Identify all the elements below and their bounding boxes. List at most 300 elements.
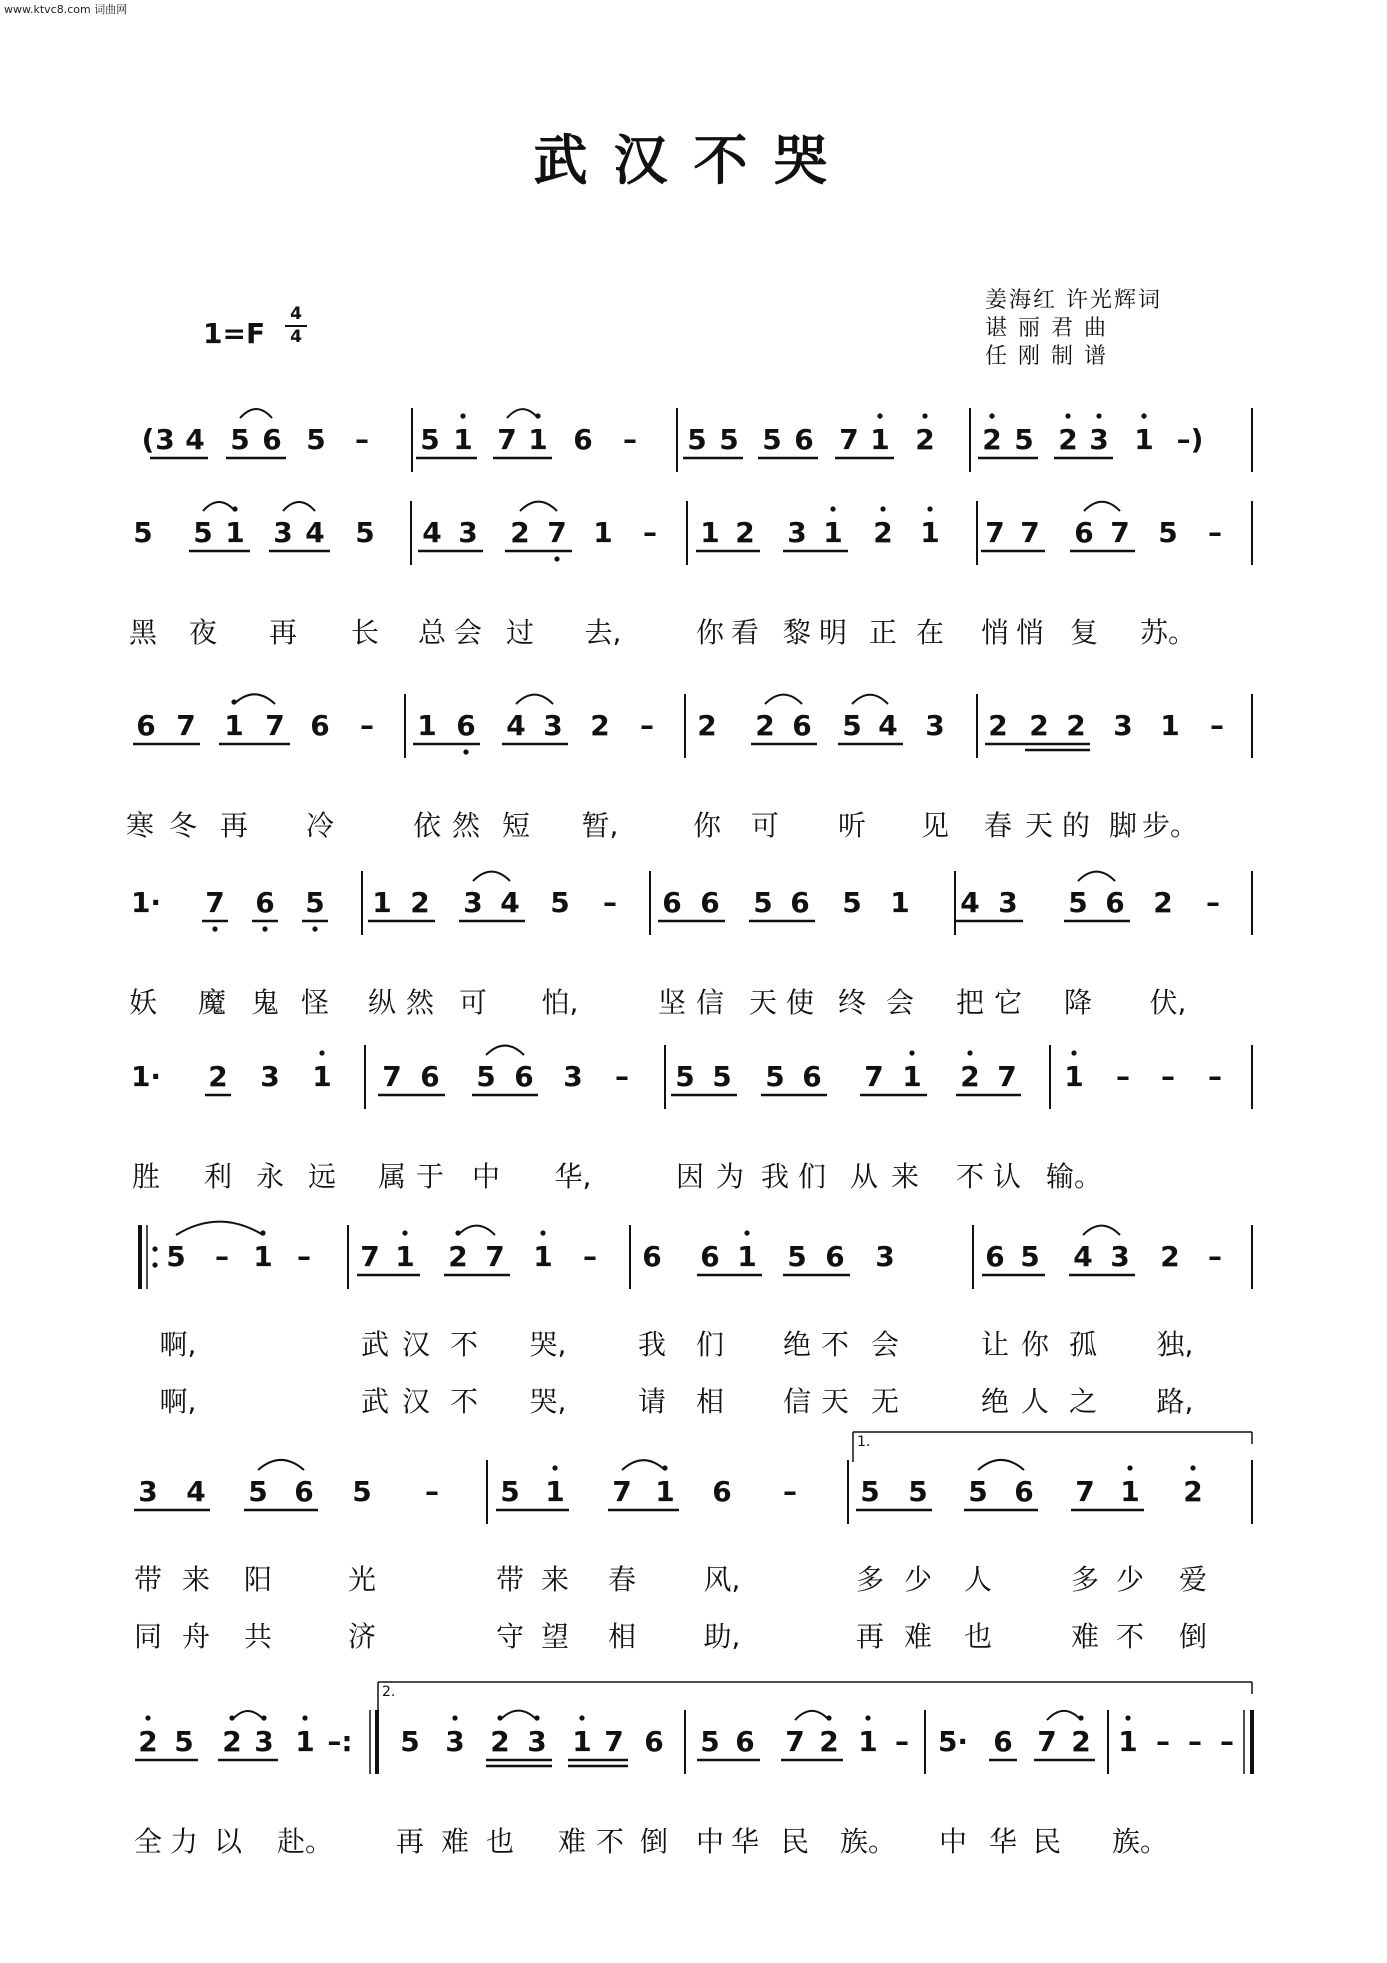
lyric: 来 — [540, 1563, 570, 1596]
lyric: 再 — [219, 809, 249, 842]
note: 3 — [458, 516, 478, 549]
lyric-verse-2: 相 — [607, 1620, 637, 1653]
lyric: 难 — [440, 1825, 470, 1858]
note: – — [615, 1060, 629, 1093]
lyric: 爱 — [1178, 1563, 1208, 1596]
lyric: 带 — [133, 1563, 163, 1596]
lyric: 冬 — [168, 809, 198, 842]
lyric-verse-2: 相 — [695, 1385, 725, 1418]
note: 7 — [1110, 516, 1130, 549]
octave-dot-above — [229, 1715, 234, 1720]
lyric: 使 — [785, 986, 815, 1019]
lyric: 春 — [607, 1563, 637, 1596]
note: 5 — [908, 1475, 928, 1508]
octave-dot-above — [1125, 1715, 1130, 1720]
note: 5 — [476, 1060, 496, 1093]
lyric-verse-2: 难 — [903, 1620, 933, 1653]
tie-slur — [765, 695, 802, 704]
lyric-verse-2: 路, — [1156, 1385, 1194, 1418]
lyric: 族。 — [1111, 1825, 1169, 1858]
tie-slur — [1083, 1226, 1120, 1235]
lyric: 春 — [983, 809, 1013, 842]
note: 6 — [310, 709, 330, 742]
note: 2 — [490, 1725, 510, 1758]
lyric: 华 — [988, 1825, 1018, 1858]
note: – — [355, 423, 369, 456]
lyric: 孤 — [1068, 1328, 1098, 1361]
note: – — [1161, 1060, 1175, 1093]
octave-dot-above — [497, 1715, 502, 1720]
note: 1 — [823, 516, 843, 549]
lyric: 哭, — [529, 1328, 567, 1361]
note: – — [623, 423, 637, 456]
lyric: 伏, — [1149, 986, 1187, 1019]
lyric: 夜 — [188, 616, 218, 649]
lyric: 短 — [501, 809, 531, 842]
note: – — [1208, 1240, 1222, 1273]
note: 1 — [1064, 1060, 1084, 1093]
note: 5 — [1158, 516, 1178, 549]
lyric-verse-2: 汉 — [401, 1385, 431, 1418]
octave-dot-above — [909, 1050, 914, 1055]
tie-slur — [978, 1460, 1024, 1470]
lyric: 鬼 — [250, 986, 280, 1019]
lyric: 过 — [505, 616, 535, 649]
volta-label: 2. — [382, 1684, 396, 1700]
note: 6 — [985, 1240, 1005, 1273]
lyric: 不 — [955, 1160, 985, 1193]
lyric: 倒 — [639, 1825, 669, 1858]
lyric: 看 — [730, 616, 760, 649]
lyric: 为 — [715, 1160, 745, 1193]
note: 3 — [463, 886, 483, 919]
lyric-verse-2: 人 — [1020, 1385, 1050, 1418]
note: 7 — [265, 709, 285, 742]
note: 1 — [224, 709, 244, 742]
note: – — [360, 709, 374, 742]
lyric: 难 — [557, 1825, 587, 1858]
note: 2 — [1058, 423, 1078, 456]
lyric-verse-2: 信 — [782, 1385, 812, 1418]
note: 1 — [858, 1725, 878, 1758]
note: 1· — [130, 1060, 162, 1093]
note: 2 — [1153, 886, 1173, 919]
note: 6 — [700, 886, 720, 919]
note: 1 — [572, 1725, 592, 1758]
lyric: 华, — [554, 1160, 592, 1193]
lyric: 你 — [1020, 1328, 1050, 1361]
note: 4 — [422, 516, 442, 549]
note: 2 — [1071, 1725, 1091, 1758]
lyric: 少 — [903, 1563, 933, 1596]
note: 5 — [712, 1060, 732, 1093]
lyric: 天 — [1024, 809, 1054, 842]
note: 2 — [222, 1725, 242, 1758]
note: 7 — [1075, 1475, 1095, 1508]
lyric: 也 — [485, 1825, 515, 1858]
lyric-verse-2: 同 — [133, 1620, 163, 1653]
lyric: 我 — [637, 1328, 667, 1361]
note: – — [1220, 1725, 1234, 1758]
note: 4 — [500, 886, 520, 919]
note: 7 — [612, 1475, 632, 1508]
lyric: 在 — [915, 616, 945, 649]
tie-slur — [176, 1222, 263, 1235]
lyric: 族。 — [839, 1825, 897, 1858]
octave-dot-above — [455, 1230, 460, 1235]
note: 4 — [185, 423, 205, 456]
lyric: 中 — [938, 1825, 968, 1858]
lyric-verse-2: 绝 — [980, 1385, 1010, 1418]
note: 5 — [133, 516, 153, 549]
octave-dot-below — [463, 749, 468, 754]
octave-dot-above — [232, 506, 237, 511]
lyric: 脚 — [1108, 809, 1138, 842]
note: 1 — [1120, 1475, 1140, 1508]
note: 1 — [533, 1240, 553, 1273]
credit-lyricist: 姜海红 许光辉词 — [985, 288, 1162, 313]
note: 7 — [360, 1240, 380, 1273]
note: 5 — [248, 1475, 268, 1508]
note: 5 — [675, 1060, 695, 1093]
octave-dot-above — [830, 506, 835, 511]
note: – — [1206, 886, 1220, 919]
lyric-verse-2: 请 — [637, 1385, 667, 1418]
lyric: 黎 — [782, 616, 812, 649]
note: 5 — [765, 1060, 785, 1093]
time-signature-bottom: 4 — [290, 327, 302, 347]
lyric: 苏。 — [1139, 616, 1197, 649]
lyric: 终 — [837, 986, 867, 1019]
note: 1 — [312, 1060, 332, 1093]
lyric: 黑 — [128, 616, 158, 649]
lyric: 风, — [703, 1563, 741, 1596]
lyric-verse-2: 望 — [540, 1620, 570, 1653]
octave-dot-above — [744, 1230, 749, 1235]
lyric-verse-2: 助, — [703, 1620, 741, 1653]
note: 5 — [787, 1240, 807, 1273]
tie-slur — [283, 502, 315, 511]
note: 5 — [193, 516, 213, 549]
note: 2 — [915, 423, 935, 456]
note: 1 — [920, 516, 940, 549]
note: 6 — [420, 1060, 440, 1093]
note: 1 — [737, 1240, 757, 1273]
note: 1· — [130, 886, 162, 919]
note: 2 — [735, 516, 755, 549]
lyric: 来 — [890, 1160, 920, 1193]
lyric: 因 — [675, 1160, 705, 1193]
lyric: 见 — [920, 809, 950, 842]
note: 6 — [456, 709, 476, 742]
note: 1 — [890, 886, 910, 919]
note: 6 — [662, 886, 682, 919]
lyric: 纵 — [367, 986, 397, 1019]
note: 5 — [400, 1725, 420, 1758]
note: 3 — [254, 1725, 274, 1758]
octave-dot-above — [865, 1715, 870, 1720]
note: 5 — [687, 423, 707, 456]
tie-slur — [234, 694, 275, 704]
octave-dot-above — [402, 1230, 407, 1235]
lyric: 魔 — [197, 986, 227, 1019]
note: 1 — [253, 1240, 273, 1273]
lyric: 力 — [169, 1825, 199, 1858]
lyric: 依 — [412, 809, 442, 842]
lyric-verse-2: 无 — [870, 1385, 900, 1418]
note: 5 — [719, 423, 739, 456]
note: 5 — [550, 886, 570, 919]
octave-dot-above — [1071, 1050, 1076, 1055]
lyric-verse-2: 不 — [1115, 1620, 1145, 1653]
note: 6 — [1105, 886, 1125, 919]
note: 5 — [305, 886, 325, 919]
lyric: 听 — [837, 809, 867, 842]
note: 2 — [1183, 1475, 1203, 1508]
note: 4 — [878, 709, 898, 742]
lyric: 输。 — [1045, 1160, 1103, 1193]
lyric: 去, — [584, 616, 622, 649]
note: 7 — [382, 1060, 402, 1093]
lyric: 我 — [760, 1160, 790, 1193]
lyric: 属 — [377, 1160, 407, 1193]
volta-label: 1. — [857, 1434, 871, 1450]
lyric: 会 — [453, 616, 483, 649]
octave-dot-below — [212, 926, 217, 931]
octave-dot-above — [1078, 1715, 1083, 1720]
note: 6 — [294, 1475, 314, 1508]
lyric: 带 — [495, 1563, 525, 1596]
note: 5 — [230, 423, 250, 456]
lyric: 悄 — [980, 616, 1010, 649]
lyric: 汉 — [401, 1328, 431, 1361]
lyric: 中 — [695, 1825, 725, 1858]
note: –) — [1176, 423, 1204, 456]
octave-dot-above — [1141, 413, 1146, 418]
octave-dot-above — [1127, 1465, 1132, 1470]
note: –: — [327, 1725, 353, 1758]
octave-dot-above — [989, 413, 994, 418]
note: 2 — [873, 516, 893, 549]
note: 2 — [1029, 709, 1049, 742]
lyric-verse-2: 武 — [360, 1385, 390, 1418]
lyric: 胜 — [131, 1160, 161, 1193]
octave-dot-above — [877, 413, 882, 418]
note: – — [297, 1240, 311, 1273]
note: 1 — [655, 1475, 675, 1508]
lyric: 天 — [748, 986, 778, 1019]
note: 4 — [186, 1475, 206, 1508]
note: 1 — [1118, 1725, 1138, 1758]
lyric: 可 — [458, 986, 488, 1019]
octave-dot-above — [826, 1715, 831, 1720]
lyric: 多 — [855, 1563, 885, 1596]
note: 6 — [644, 1725, 664, 1758]
note: 1 — [1160, 709, 1180, 742]
credit-arranger: 任 刚 制 谱 — [985, 344, 1108, 369]
tie-slur — [473, 872, 510, 881]
lyric-verse-2: 难 — [1070, 1620, 1100, 1653]
note: 6 — [825, 1240, 845, 1273]
note: 4 — [1073, 1240, 1093, 1273]
repeat-dot — [152, 1262, 157, 1267]
note: 7 — [604, 1725, 624, 1758]
note: 2 — [697, 709, 717, 742]
octave-dot-above — [534, 1715, 539, 1720]
lyric: 远 — [307, 1160, 337, 1193]
note: 7 — [985, 516, 1005, 549]
note: 2 — [1160, 1240, 1180, 1273]
site-watermark: www.ktvc8.com 词曲网 — [4, 3, 128, 16]
octave-dot-above — [460, 413, 465, 418]
lyric: 于 — [415, 1160, 445, 1193]
lyric: 民 — [780, 1825, 810, 1858]
note: 1 — [902, 1060, 922, 1093]
note: 7 — [997, 1060, 1017, 1093]
note: 2 — [960, 1060, 980, 1093]
note: 6 — [712, 1475, 732, 1508]
lyric: 民 — [1032, 1825, 1062, 1858]
octave-dot-above — [880, 506, 885, 511]
lyric-verse-2: 济 — [347, 1620, 377, 1653]
note: 1 — [372, 886, 392, 919]
note: 6 — [700, 1240, 720, 1273]
tie-slur — [795, 1711, 829, 1720]
note: 5 — [420, 423, 440, 456]
note: 3 — [273, 516, 293, 549]
lyric: 妖 — [128, 986, 158, 1019]
lyric: 利 — [203, 1160, 233, 1193]
octave-dot-above — [302, 1715, 307, 1720]
note: 2 — [755, 709, 775, 742]
lyric: 明 — [818, 616, 848, 649]
lyric: 光 — [347, 1563, 377, 1596]
note: 5 — [352, 1475, 372, 1508]
note: 2 — [410, 886, 430, 919]
lyric: 人 — [963, 1563, 993, 1596]
tie-slur — [1078, 872, 1115, 881]
tie-slur — [486, 1046, 524, 1055]
octave-dot-above — [260, 1230, 265, 1235]
octave-dot-above — [967, 1050, 972, 1055]
note: 7 — [785, 1725, 805, 1758]
lyric: 会 — [870, 1328, 900, 1361]
lyric: 总 — [417, 616, 447, 649]
octave-dot-above — [1096, 413, 1101, 418]
lyric: 暂, — [581, 809, 619, 842]
time-signature-top: 4 — [290, 304, 302, 324]
note: 6 — [790, 886, 810, 919]
note: 7 — [176, 709, 196, 742]
note: 5 — [860, 1475, 880, 1508]
note: – — [1188, 1725, 1202, 1758]
note: 7 — [839, 423, 859, 456]
note: 4 — [305, 516, 325, 549]
lyric: 可 — [750, 809, 780, 842]
lyric: 啊, — [159, 1328, 197, 1361]
lyric: 不 — [449, 1328, 479, 1361]
note: 2 — [208, 1060, 228, 1093]
note: 2 — [819, 1725, 839, 1758]
tie-slur — [1084, 502, 1120, 511]
note: 3 — [155, 423, 175, 456]
note: 5 — [1014, 423, 1034, 456]
note: 7 — [1037, 1725, 1057, 1758]
tie-slur — [852, 695, 888, 704]
tie-slur — [458, 1226, 495, 1235]
octave-dot-above — [231, 699, 236, 704]
lyric: 绝 — [782, 1328, 812, 1361]
lyric: 把 — [955, 986, 985, 1019]
lyric: 正 — [868, 616, 898, 649]
note: 7 — [485, 1240, 505, 1273]
lyric-verse-2: 守 — [495, 1620, 525, 1653]
lyric: 让 — [980, 1328, 1010, 1361]
note: 6 — [642, 1240, 662, 1273]
note: 5 — [1068, 886, 1088, 919]
note: 7 — [1020, 516, 1040, 549]
tie-slur — [500, 1711, 537, 1720]
note: 3 — [1110, 1240, 1130, 1273]
lyric-verse-2: 也 — [963, 1620, 993, 1653]
lyric: 复 — [1069, 616, 1099, 649]
tie-slur — [507, 409, 538, 418]
octave-dot-below — [312, 926, 317, 931]
lyric: 独, — [1156, 1328, 1194, 1361]
note: 6 — [802, 1060, 822, 1093]
tie-slur — [622, 1460, 665, 1470]
note: – — [640, 709, 654, 742]
tie-slur — [258, 1460, 304, 1470]
note: 5· — [937, 1725, 969, 1758]
lyric-verse-2: 哭, — [529, 1385, 567, 1418]
note: 7 — [205, 886, 225, 919]
lyric: 坚 — [657, 986, 687, 1019]
lyric: 降 — [1063, 986, 1093, 1019]
note: 5 — [762, 423, 782, 456]
octave-dot-above — [1065, 413, 1070, 418]
note: 5 — [753, 886, 773, 919]
note: 4 — [960, 886, 980, 919]
note: 4 — [506, 709, 526, 742]
tie-slur — [203, 502, 235, 511]
note: 1 — [225, 516, 245, 549]
lyric: 会 — [885, 986, 915, 1019]
lyric: 们 — [695, 1328, 725, 1361]
lyric: 冷 — [305, 809, 335, 842]
note: 2 — [590, 709, 610, 742]
note: 2 — [982, 423, 1002, 456]
note: 6 — [262, 423, 282, 456]
note: 5 — [174, 1725, 194, 1758]
lyric-verse-2: 不 — [449, 1385, 479, 1418]
lyric: 华 — [730, 1825, 760, 1858]
octave-dot-above — [535, 413, 540, 418]
octave-dot-above — [145, 1715, 150, 1720]
note: 2 — [1066, 709, 1086, 742]
note: 3 — [787, 516, 807, 549]
note: 6 — [1014, 1475, 1034, 1508]
note: – — [1156, 1725, 1170, 1758]
note: – — [1208, 1060, 1222, 1093]
lyric: 多 — [1070, 1563, 1100, 1596]
lyric-verse-2: 天 — [820, 1385, 850, 1418]
note: 6 — [993, 1725, 1013, 1758]
note: 7 — [547, 516, 567, 549]
lyric: 阳 — [243, 1563, 273, 1596]
note: 5 — [700, 1725, 720, 1758]
note: 3 — [1113, 709, 1133, 742]
